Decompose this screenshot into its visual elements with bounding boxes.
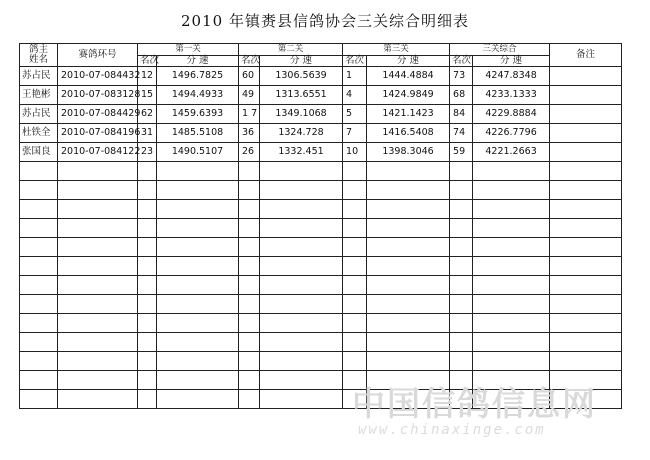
results-table <box>19 43 622 409</box>
combined-speed-cell: 4226.7796 <box>473 124 550 143</box>
race3-speed-cell <box>367 276 450 295</box>
table-row <box>20 86 622 105</box>
race2-speed-cell <box>260 219 343 238</box>
race2-rank-cell: 1 7 <box>239 105 260 124</box>
combined-rank-cell: 74 <box>450 124 473 143</box>
race3-rank-cell <box>343 333 367 352</box>
owner-name-cell: 杜铁全 <box>20 124 58 143</box>
table-body <box>20 67 622 409</box>
race1-rank-cell: 15 <box>138 86 157 105</box>
race3-speed-cell <box>367 352 450 371</box>
race2-speed-cell <box>260 238 343 257</box>
race2-rank-cell: 36 <box>239 124 260 143</box>
race1-rank-cell <box>138 257 157 276</box>
ring-number-cell <box>58 162 138 181</box>
header-speed: 分 速 <box>367 56 450 67</box>
race2-speed-cell: 1313.6551 <box>260 86 343 105</box>
race1-speed-cell <box>157 333 239 352</box>
race3-speed-cell: 1416.5408 <box>367 124 450 143</box>
combined-speed-cell: 4233.1333 <box>473 86 550 105</box>
combined-rank-cell <box>450 219 473 238</box>
empty-table-row <box>20 257 622 276</box>
ring-number-cell <box>58 219 138 238</box>
owner-name-cell <box>20 257 58 276</box>
owner-name-cell: 苏占民 <box>20 105 58 124</box>
ring-number-cell: 2010-07-084122 <box>58 143 138 162</box>
race3-speed-cell <box>367 181 450 200</box>
ring-number-cell <box>58 352 138 371</box>
race1-speed-cell: 1485.5108 <box>157 124 239 143</box>
owner-name-cell <box>20 200 58 219</box>
race3-speed-cell: 1398.3046 <box>367 143 450 162</box>
race2-speed-cell <box>260 371 343 390</box>
race1-rank-cell <box>138 390 157 409</box>
race3-speed-cell: 1421.1423 <box>367 105 450 124</box>
combined-speed-cell <box>473 352 550 371</box>
race2-speed-cell <box>260 200 343 219</box>
header-rank: 名次 <box>343 56 367 67</box>
race3-rank-cell: 10 <box>343 143 367 162</box>
empty-table-row <box>20 181 622 200</box>
header-note: 备注 <box>550 44 622 67</box>
race3-rank-cell <box>343 276 367 295</box>
race1-speed-cell <box>157 219 239 238</box>
race1-speed-cell <box>157 181 239 200</box>
table-row <box>20 67 622 86</box>
combined-speed-cell <box>473 314 550 333</box>
note-cell <box>550 105 622 124</box>
race2-speed-cell <box>260 352 343 371</box>
race2-rank-cell <box>239 352 260 371</box>
race3-speed-cell <box>367 333 450 352</box>
header-race-2: 第二关 <box>239 44 343 56</box>
race2-rank-cell: 60 <box>239 67 260 86</box>
empty-table-row <box>20 333 622 352</box>
header-name-label: 姓名 <box>28 54 48 65</box>
ring-number-cell <box>58 181 138 200</box>
race2-rank-cell <box>239 295 260 314</box>
header-speed: 分 速 <box>157 56 239 67</box>
ring-number-cell: 2010-07-084429 <box>58 105 138 124</box>
race1-speed-cell <box>157 257 239 276</box>
owner-name-cell <box>20 162 58 181</box>
combined-speed-cell <box>473 257 550 276</box>
race3-speed-cell <box>367 295 450 314</box>
race1-rank-cell: 31 <box>138 124 157 143</box>
note-cell <box>550 295 622 314</box>
note-cell <box>550 238 622 257</box>
header-speed: 分 速 <box>260 56 343 67</box>
race3-speed-cell <box>367 200 450 219</box>
owner-name-cell <box>20 371 58 390</box>
race1-rank-cell <box>138 295 157 314</box>
header-speed: 分 速 <box>473 56 550 67</box>
header-owner-label: 鸽主 <box>28 44 48 56</box>
combined-speed-cell <box>473 181 550 200</box>
combined-speed-cell <box>473 162 550 181</box>
race1-rank-cell <box>138 314 157 333</box>
owner-name-cell <box>20 276 58 295</box>
race2-speed-cell: 1349.1068 <box>260 105 343 124</box>
owner-name-cell <box>20 333 58 352</box>
combined-rank-cell: 68 <box>450 86 473 105</box>
race1-speed-cell <box>157 352 239 371</box>
race1-speed-cell <box>157 390 239 409</box>
combined-speed-cell <box>473 238 550 257</box>
combined-rank-cell: 73 <box>450 67 473 86</box>
owner-name-cell <box>20 295 58 314</box>
ring-number-cell <box>58 238 138 257</box>
empty-table-row <box>20 352 622 371</box>
header-race-1: 第一关 <box>138 44 239 56</box>
race1-rank-cell <box>138 352 157 371</box>
header-ring-number: 赛鸽环号 <box>58 44 138 67</box>
race2-rank-cell <box>239 238 260 257</box>
race2-rank-cell <box>239 333 260 352</box>
note-cell <box>550 200 622 219</box>
owner-name-cell <box>20 181 58 200</box>
owner-name-cell <box>20 390 58 409</box>
combined-rank-cell <box>450 200 473 219</box>
empty-table-row <box>20 200 622 219</box>
table-row <box>20 105 622 124</box>
race3-rank-cell <box>343 352 367 371</box>
race1-rank-cell <box>138 181 157 200</box>
race3-rank-cell <box>343 238 367 257</box>
race1-speed-cell <box>157 238 239 257</box>
race1-rank-cell <box>138 162 157 181</box>
header-combined: 三关综合 <box>450 44 550 56</box>
combined-rank-cell: 84 <box>450 105 473 124</box>
combined-speed-cell <box>473 333 550 352</box>
combined-speed-cell <box>473 295 550 314</box>
combined-speed-cell: 4221.2663 <box>473 143 550 162</box>
race1-speed-cell: 1459.6393 <box>157 105 239 124</box>
page-title: 2010 年镇赉县信鸽协会三关综合明细表 <box>181 12 469 30</box>
race1-speed-cell <box>157 314 239 333</box>
combined-rank-cell <box>450 314 473 333</box>
note-cell <box>550 257 622 276</box>
race3-rank-cell <box>343 200 367 219</box>
race1-rank-cell <box>138 371 157 390</box>
note-cell <box>550 143 622 162</box>
empty-table-row <box>20 162 622 181</box>
combined-rank-cell <box>450 276 473 295</box>
race2-rank-cell <box>239 219 260 238</box>
watermark-logo-text: 中国信鸽信息网 <box>352 384 597 423</box>
race3-rank-cell <box>343 219 367 238</box>
race3-rank-cell <box>343 162 367 181</box>
ring-number-cell <box>58 371 138 390</box>
ring-number-cell: 2010-07-083128 <box>58 86 138 105</box>
combined-speed-cell <box>473 219 550 238</box>
race2-speed-cell <box>260 295 343 314</box>
race1-speed-cell <box>157 276 239 295</box>
race2-rank-cell <box>239 276 260 295</box>
race1-speed-cell <box>157 162 239 181</box>
race1-rank-cell <box>138 200 157 219</box>
race1-rank-cell: 12 <box>138 67 157 86</box>
race2-speed-cell <box>260 162 343 181</box>
ring-number-cell <box>58 295 138 314</box>
combined-rank-cell <box>450 333 473 352</box>
race2-rank-cell <box>239 200 260 219</box>
header-rank: 名次 <box>239 56 260 67</box>
note-cell <box>550 162 622 181</box>
race3-rank-cell <box>343 181 367 200</box>
race1-speed-cell: 1490.5107 <box>157 143 239 162</box>
race3-rank-cell: 5 <box>343 105 367 124</box>
note-cell <box>550 314 622 333</box>
race2-rank-cell: 26 <box>239 143 260 162</box>
owner-name-cell <box>20 219 58 238</box>
ring-number-cell <box>58 390 138 409</box>
race3-speed-cell <box>367 314 450 333</box>
combined-rank-cell <box>450 181 473 200</box>
combined-rank-cell: 59 <box>450 143 473 162</box>
race3-rank-cell <box>343 295 367 314</box>
header-race-3: 第三关 <box>343 44 450 56</box>
owner-name-cell <box>20 352 58 371</box>
race2-speed-cell <box>260 314 343 333</box>
race2-rank-cell <box>239 181 260 200</box>
race3-rank-cell <box>343 314 367 333</box>
race2-rank-cell <box>239 162 260 181</box>
combined-speed-cell <box>473 276 550 295</box>
race1-rank-cell <box>138 238 157 257</box>
note-cell <box>550 276 622 295</box>
owner-name-cell: 张国良 <box>20 143 58 162</box>
race2-speed-cell <box>260 276 343 295</box>
race1-speed-cell: 1494.4933 <box>157 86 239 105</box>
race3-speed-cell <box>367 162 450 181</box>
race3-speed-cell <box>367 257 450 276</box>
empty-table-row <box>20 276 622 295</box>
race1-speed-cell <box>157 295 239 314</box>
ring-number-cell: 2010-07-084196 <box>58 124 138 143</box>
race2-speed-cell <box>260 257 343 276</box>
combined-rank-cell <box>450 257 473 276</box>
note-cell <box>550 219 622 238</box>
note-cell <box>550 333 622 352</box>
note-cell <box>550 352 622 371</box>
note-cell <box>550 181 622 200</box>
race3-speed-cell: 1444.4884 <box>367 67 450 86</box>
race2-rank-cell <box>239 371 260 390</box>
ring-number-cell <box>58 200 138 219</box>
race1-speed-cell: 1496.7825 <box>157 67 239 86</box>
race1-rank-cell: 23 <box>138 143 157 162</box>
header-owner-name <box>20 44 58 67</box>
race2-speed-cell <box>260 390 343 409</box>
race1-speed-cell <box>157 200 239 219</box>
combined-rank-cell <box>450 352 473 371</box>
race2-rank-cell <box>239 314 260 333</box>
race3-speed-cell <box>367 238 450 257</box>
owner-name-cell: 王艳彬 <box>20 86 58 105</box>
owner-name-cell: 苏占民 <box>20 67 58 86</box>
race3-speed-cell: 1424.9849 <box>367 86 450 105</box>
empty-table-row <box>20 219 622 238</box>
ring-number-cell: 2010-07-084432 <box>58 67 138 86</box>
note-cell <box>550 124 622 143</box>
header-rank: 名次 <box>450 56 473 67</box>
ring-number-cell <box>58 276 138 295</box>
note-cell <box>550 67 622 86</box>
race2-rank-cell <box>239 257 260 276</box>
race2-rank-cell: 49 <box>239 86 260 105</box>
empty-table-row <box>20 238 622 257</box>
race2-speed-cell <box>260 333 343 352</box>
owner-name-cell <box>20 238 58 257</box>
watermark-url: www.chinaxinge.com <box>358 422 546 438</box>
race2-speed-cell: 1306.5639 <box>260 67 343 86</box>
race3-rank-cell: 7 <box>343 124 367 143</box>
empty-table-row <box>20 314 622 333</box>
race3-rank-cell: 4 <box>343 86 367 105</box>
combined-speed-cell: 4229.8884 <box>473 105 550 124</box>
note-cell <box>550 86 622 105</box>
race3-rank-cell <box>343 257 367 276</box>
header-rank: 名次 <box>138 56 157 67</box>
combined-speed-cell <box>473 200 550 219</box>
race3-rank-cell: 1 <box>343 67 367 86</box>
combined-speed-cell: 4247.8348 <box>473 67 550 86</box>
race1-rank-cell <box>138 219 157 238</box>
race2-speed-cell: 1332.451 <box>260 143 343 162</box>
combined-rank-cell <box>450 238 473 257</box>
race2-speed-cell: 1324.728 <box>260 124 343 143</box>
ring-number-cell <box>58 333 138 352</box>
combined-rank-cell <box>450 295 473 314</box>
race1-rank-cell <box>138 276 157 295</box>
ring-number-cell <box>58 314 138 333</box>
table-row <box>20 124 622 143</box>
race2-rank-cell <box>239 390 260 409</box>
race2-speed-cell <box>260 181 343 200</box>
empty-table-row <box>20 295 622 314</box>
race1-rank-cell: 62 <box>138 105 157 124</box>
table-row <box>20 143 622 162</box>
race1-speed-cell <box>157 371 239 390</box>
header-row-1 <box>20 44 622 56</box>
combined-rank-cell <box>450 162 473 181</box>
race3-speed-cell <box>367 219 450 238</box>
race1-rank-cell <box>138 333 157 352</box>
ring-number-cell <box>58 257 138 276</box>
owner-name-cell <box>20 314 58 333</box>
